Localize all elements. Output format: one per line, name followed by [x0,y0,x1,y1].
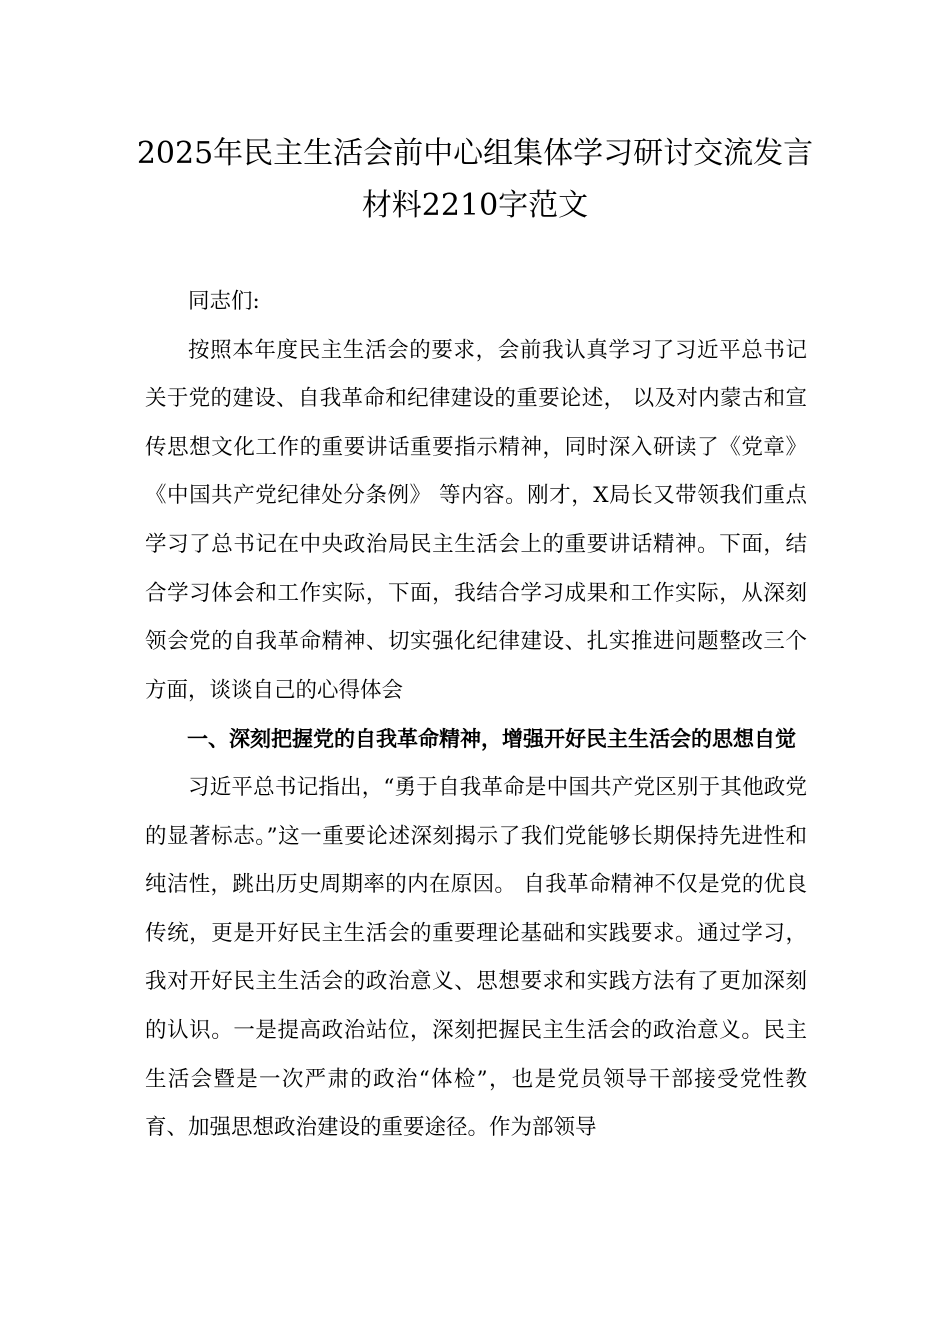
title-line-2: 材料2210字范文 [361,188,589,223]
intro-paragraph: 按照本年度民主生活会的要求，会前我认真学习了习近平总书记关于党的建设、自我革命和纪律建设的重要论述， 以及对内蒙古和宣传思想文化工作的重要讲话重要指示精神，同时深入研读了《党章》《中国共产党纪律处分条例》 等内容。刚才，X局长又带领我们重点学习了总书记在中央政治局民主生活会上的重要讲话精神。下面，结合学习体会和工作实际，下面，我结合学习成果和工作实际，从深刻领会党的自我革命精神、切实强化纪律建设、扎实推进问题整改三个方面，谈谈自己的心得体会 [145,337,807,703]
section-heading: 一、深刻把握党的自我革命精神，增强开好民主生活会的思想自觉 [187,727,796,752]
document-body [145,278,807,1153]
title-line-1: 2025年民主生活会前中心组集体学习研讨交流发言 [136,136,814,171]
salutation: 同志们: [188,289,260,314]
section-paragraph: 习近平总书记指出，“勇于自我革命是中国共产党区别于其他政党的显著标志。”这一重要论述深刻揭示了我们党能够长期保持先进性和纯洁性，跳出历史周期率的内在原因。 自我革命精神不仅是党的优良传统，更是开好民主生活会的重要理论基础和实践要求。通过学习，我对开好民主生活会的政治意义、思想要求和实践方法有了更加深刻的认识。一是提高政治站位，深刻把握民主生活会的政治意义。民主生活会暨是一次严肃的政治“体检”，也是党员领导干部接受党性教育、加强思想政治建设的重要途径。作为部领导 [145,774,807,1141]
document-title [130,128,820,232]
